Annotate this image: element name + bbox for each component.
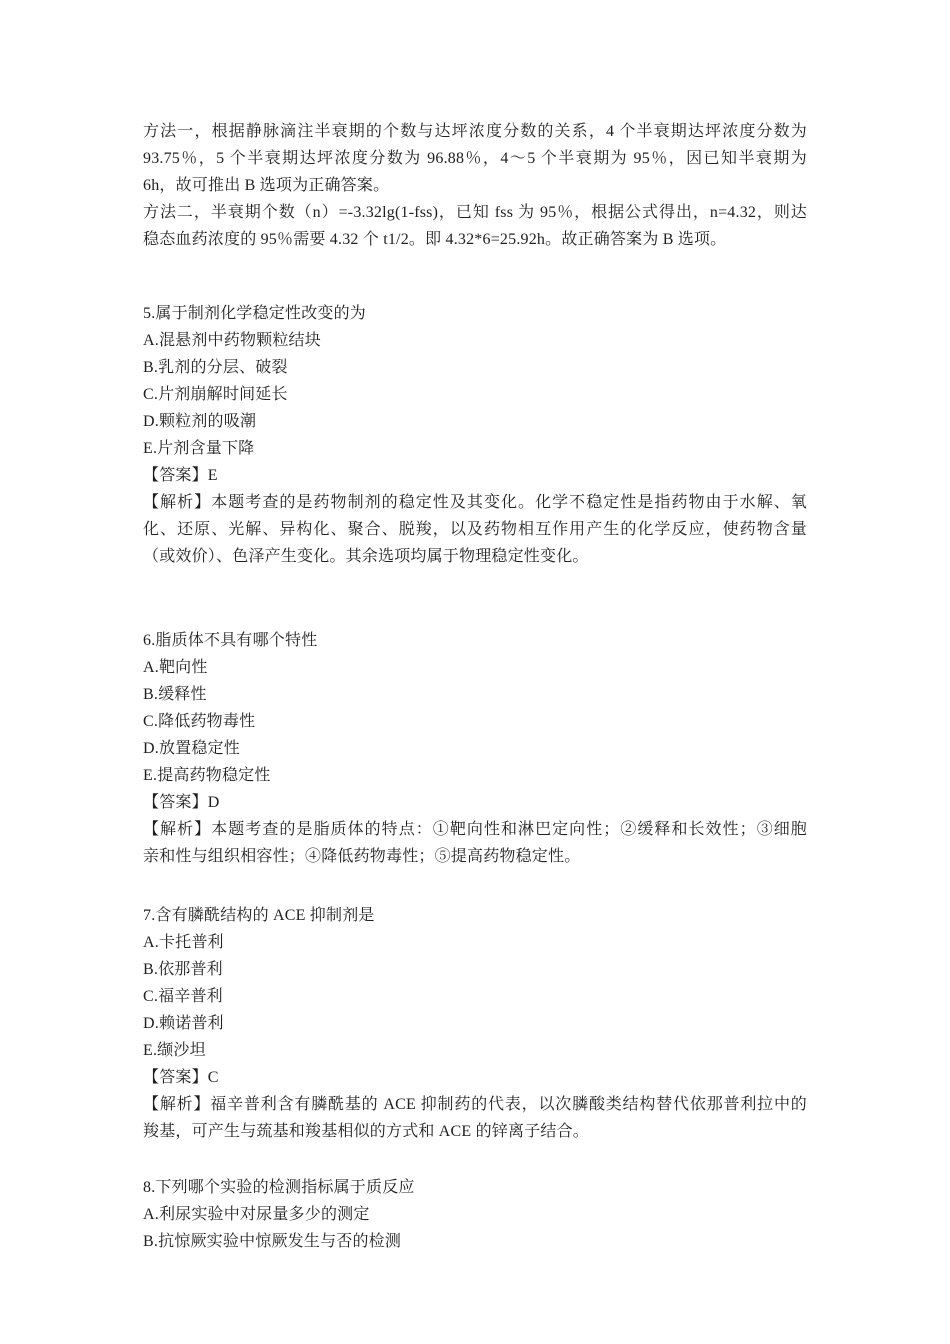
answer-line: 【答案】C (143, 1069, 219, 1086)
analysis-line: 亲和性与组织相容性；④降低药物毒性；⑤提高药物稳定性。 (143, 848, 581, 865)
question-block-5 (143, 300, 807, 570)
option-d: D.放置稳定性 (143, 740, 240, 757)
text-line: 稳态血药浓度的 95％需要 4.32 个 t1/2。即 4.32*6=25.92h。故正确答案为 B 选项。 (143, 231, 727, 248)
option-b: B.抗惊厥实验中惊厥发生与否的检测 (143, 1233, 402, 1250)
analysis-line: 【解析】福辛普利含有膦酰基的 ACE 抑制药的代表，以次膦酸类结构替代依那普利拉中的 (143, 1096, 807, 1113)
question-title: 8.下列哪个实验的检测指标属于质反应 (143, 1179, 415, 1196)
question-title: 7.含有膦酰结构的 ACE 抑制剂是 (143, 907, 375, 924)
option-d: D.赖诺普利 (143, 1015, 224, 1032)
option-c: C.福辛普利 (143, 988, 223, 1005)
option-d: D.颗粒剂的吸潮 (143, 413, 257, 430)
question-title: 6.脂质体不具有哪个特性 (143, 632, 318, 649)
option-a: A.卡托普利 (143, 934, 224, 951)
analysis-line: 【解析】本题考查的是脂质体的特点：①靶向性和淋巴定向性；②缓释和长效性；③细胞 (143, 821, 807, 838)
question-title: 5.属于制剂化学稳定性改变的为 (143, 305, 367, 322)
question-block-6 (143, 627, 807, 870)
explanation-paragraph (143, 118, 807, 253)
option-e: E.片剂含量下降 (143, 440, 255, 457)
option-b: B.缓释性 (143, 686, 207, 703)
question-block-8 (143, 1174, 807, 1255)
question-block-7 (143, 902, 807, 1145)
option-a: A.靶向性 (143, 659, 208, 676)
answer-line: 【答案】E (143, 467, 218, 484)
option-e: E.提高药物稳定性 (143, 767, 271, 784)
option-c: C.降低药物毒性 (143, 713, 256, 730)
option-c: C.片剂崩解时间延长 (143, 386, 288, 403)
text-line: 方法二，半衰期个数（n）=-3.32lg(1-fss)，已知 fss 为 95％，根据公式得出，n=4.32，则达 (143, 204, 807, 221)
option-a: A.利尿实验中对尿量多少的测定 (143, 1206, 370, 1223)
answer-line: 【答案】D (143, 794, 220, 811)
analysis-line: 化、还原、光解、异构化、聚合、脱羧，以及药物相互作用产生的化学反应，使药物含量 (143, 521, 807, 538)
option-a: A.混悬剂中药物颗粒结块 (143, 332, 321, 349)
analysis-line: 【解析】本题考查的是药物制剂的稳定性及其变化。化学不稳定性是指药物由于水解、氧 (143, 494, 807, 511)
analysis-line: （或效价）、色泽产生变化。其余选项均属于物理稳定性变化。 (143, 548, 589, 565)
text-line: 6h，故可推出 B 选项为正确答案。 (143, 177, 390, 194)
option-e: E.缬沙坦 (143, 1042, 206, 1059)
analysis-line: 羧基，可产生与巯基和羧基相似的方式和 ACE 的锌离子结合。 (143, 1123, 590, 1140)
option-b: B.乳剂的分层、破裂 (143, 359, 288, 376)
option-b: B.依那普利 (143, 961, 223, 978)
text-line: 方法一，根据静脉滴注半衰期的个数与达坪浓度分数的关系，4 个半衰期达坪浓度分数为 (143, 123, 807, 140)
text-line: 93.75％，5 个半衰期达坪浓度分数为 96.88％，4～5 个半衰期为 95％，因已知半衰期为 (143, 150, 807, 167)
